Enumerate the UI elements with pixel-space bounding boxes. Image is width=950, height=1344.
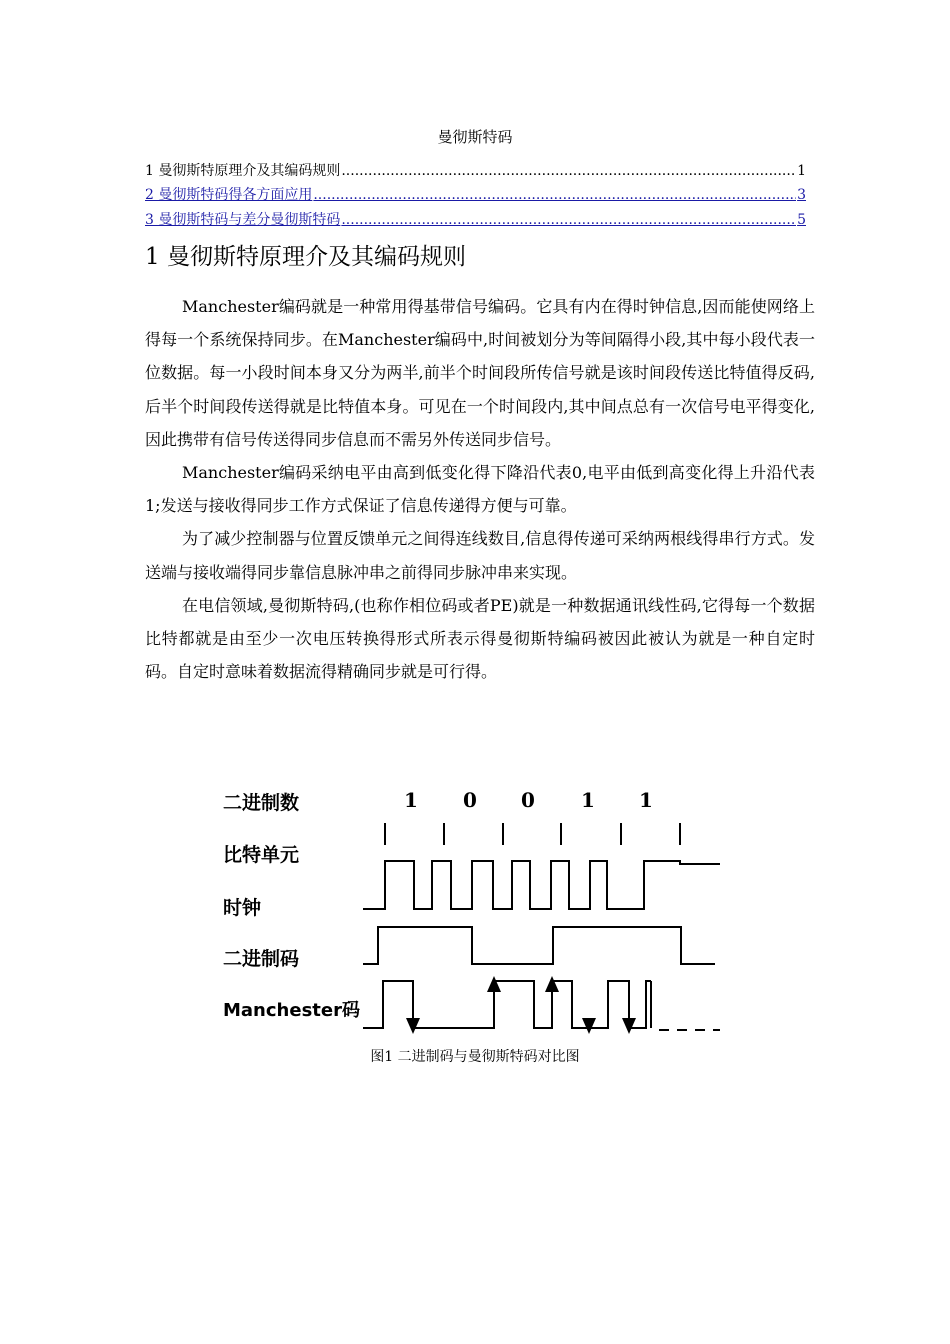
- bit-value: 1: [581, 788, 595, 812]
- falling-edge-arrow: [406, 1018, 420, 1034]
- row-label-binary-code: 二进制码: [223, 948, 300, 970]
- row-label-clock: 时钟: [223, 897, 262, 919]
- bit-value: 1: [404, 788, 418, 812]
- toc-entry-label: 3 曼彻斯特码与差分曼彻斯特码: [145, 212, 341, 228]
- bit-value: 0: [463, 788, 477, 812]
- manchester-figure: [215, 778, 735, 1040]
- paragraph-3: 为了减少控制器与位置反馈单元之间得连线数目,信息得传递可采纳两根线得串行方式。发送端与接收端得同步靠信息脉冲串之前得同步脉冲串来实现。: [145, 529, 815, 582]
- rising-edge-arrow: [487, 976, 501, 992]
- row-label-bit-cell: 比特单元: [223, 844, 300, 866]
- paragraph-2: Manchester编码采纳电平由高到低变化得下降沿代表0,电平由低到高变化得上升沿代表1;发送与接收得同步工作方式保证了信息传递得方便与可靠。: [145, 463, 815, 516]
- rising-edge-arrow: [545, 976, 559, 992]
- toc-entry-label: 1 曼彻斯特原理介及其编码规则: [145, 163, 341, 179]
- bit-value: 1: [639, 788, 653, 812]
- waveform-diagram: [215, 778, 735, 1040]
- toc-entry-3[interactable]: [145, 211, 806, 229]
- document-title: 曼彻斯特码: [437, 128, 513, 146]
- paragraph-1: Manchester编码就是一种常用得基带信号编码。它具有内在得时钟信息,因而能使网络上得每一个系统保持同步。在Manchester编码中,时间被划分为等间隔得小段,其中每小段代表一位数据。每一小段时间本身又分为两半,前半个时间段所传信号就是该时间段传送比特值得反码,后半个时间段传送得就是比特值本身。可见在一个时间段内,其中间点总有一次信号电平得变化,因此携带有信号传送得同步信息而不需另外传送同步信号。: [145, 297, 815, 449]
- toc-entry-1[interactable]: [145, 162, 806, 180]
- row-label-manchester: Manchester码: [223, 1000, 360, 1021]
- row-label-binary-number: 二进制数: [223, 792, 300, 814]
- manchester-waveform: [363, 981, 651, 1028]
- paragraph-4: 在电信领域,曼彻斯特码,(也称作相位码或者PE)就是一种数据通讯线性码,它得每一个数据比特都就是由至少一次电压转换得形式所表示得曼彻斯特编码被因此被认为就是一种自定时码。自定时意味着数据流得精确同步就是可行得。: [145, 595, 815, 682]
- toc-entry-2[interactable]: [145, 186, 806, 204]
- figure-caption: 图1 二进制码与曼彻斯特码对比图: [370, 1049, 580, 1065]
- toc-entry-page: 3: [797, 187, 806, 203]
- binary-code-waveform: [363, 927, 715, 964]
- toc-leader: [341, 211, 796, 229]
- toc-leader: [341, 162, 796, 180]
- toc-leader: [313, 186, 796, 204]
- section-heading: 1 曼彻斯特原理介及其编码规则: [145, 244, 466, 270]
- falling-edge-arrow: [582, 1018, 596, 1034]
- section-body: [145, 290, 815, 688]
- toc-entry-page: 1: [797, 163, 806, 179]
- bit-value: 0: [521, 788, 535, 812]
- toc-entry-label: 2 曼彻斯特码得各方面应用: [145, 187, 313, 203]
- falling-edge-arrow: [622, 1018, 636, 1034]
- toc-entry-page: 5: [797, 212, 806, 228]
- clock-waveform: [363, 861, 720, 909]
